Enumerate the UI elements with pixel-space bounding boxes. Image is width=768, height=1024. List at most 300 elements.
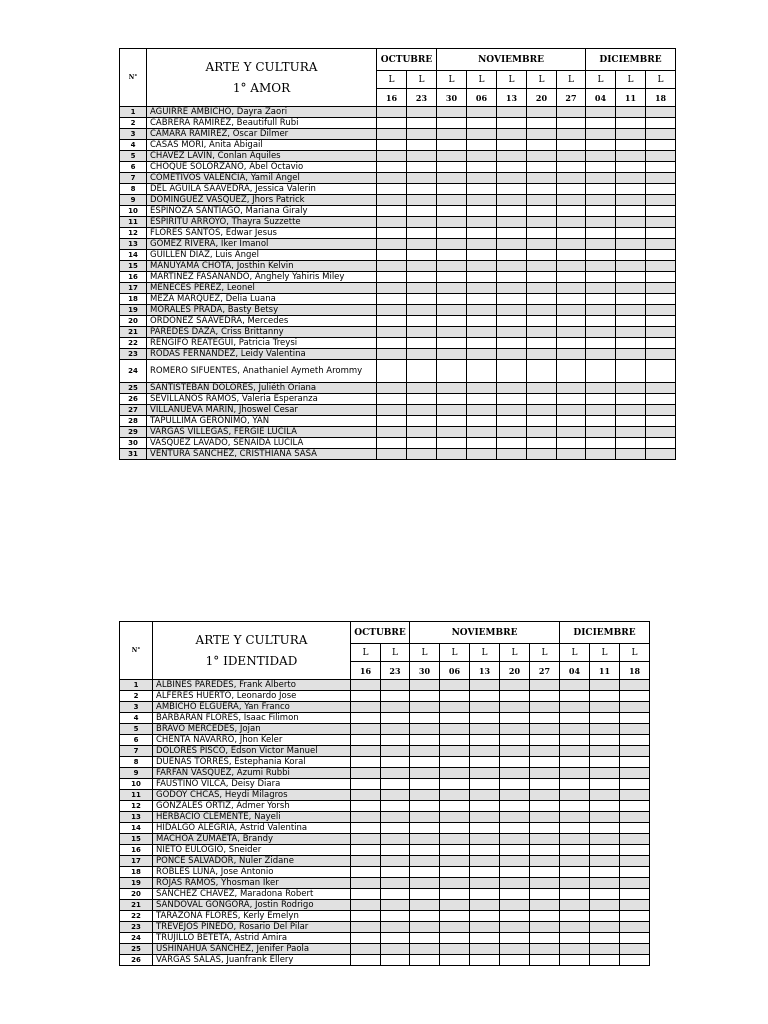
attendance-cell[interactable]	[557, 327, 586, 338]
attendance-cell[interactable]	[646, 250, 676, 261]
attendance-cell[interactable]	[616, 195, 646, 206]
attendance-cell[interactable]	[351, 790, 381, 801]
attendance-cell[interactable]	[410, 702, 440, 713]
attendance-cell[interactable]	[646, 184, 676, 195]
attendance-cell[interactable]	[620, 790, 650, 801]
attendance-cell[interactable]	[500, 691, 530, 702]
attendance-cell[interactable]	[351, 691, 381, 702]
attendance-cell[interactable]	[410, 845, 440, 856]
attendance-cell[interactable]	[586, 195, 616, 206]
attendance-cell[interactable]	[530, 944, 560, 955]
attendance-cell[interactable]	[467, 173, 497, 184]
attendance-cell[interactable]	[440, 845, 470, 856]
attendance-cell[interactable]	[646, 140, 676, 151]
attendance-cell[interactable]	[437, 349, 467, 360]
attendance-cell[interactable]	[620, 834, 650, 845]
attendance-cell[interactable]	[351, 768, 381, 779]
attendance-cell[interactable]	[590, 779, 620, 790]
attendance-cell[interactable]	[586, 283, 616, 294]
attendance-cell[interactable]	[470, 735, 500, 746]
attendance-cell[interactable]	[560, 702, 590, 713]
attendance-cell[interactable]	[497, 449, 527, 460]
attendance-cell[interactable]	[586, 272, 616, 283]
attendance-cell[interactable]	[646, 173, 676, 184]
attendance-cell[interactable]	[560, 823, 590, 834]
attendance-cell[interactable]	[351, 867, 381, 878]
attendance-cell[interactable]	[586, 427, 616, 438]
attendance-cell[interactable]	[527, 416, 557, 427]
attendance-cell[interactable]	[616, 184, 646, 195]
attendance-cell[interactable]	[616, 239, 646, 250]
attendance-cell[interactable]	[557, 394, 586, 405]
attendance-cell[interactable]	[437, 327, 467, 338]
attendance-cell[interactable]	[530, 746, 560, 757]
attendance-cell[interactable]	[560, 944, 590, 955]
attendance-cell[interactable]	[470, 845, 500, 856]
attendance-cell[interactable]	[586, 261, 616, 272]
attendance-cell[interactable]	[500, 735, 530, 746]
attendance-cell[interactable]	[620, 812, 650, 823]
attendance-cell[interactable]	[530, 680, 560, 691]
attendance-cell[interactable]	[557, 118, 586, 129]
attendance-cell[interactable]	[437, 129, 467, 140]
attendance-cell[interactable]	[470, 823, 500, 834]
attendance-cell[interactable]	[646, 427, 676, 438]
attendance-cell[interactable]	[437, 140, 467, 151]
attendance-cell[interactable]	[381, 812, 410, 823]
attendance-cell[interactable]	[377, 217, 407, 228]
attendance-cell[interactable]	[530, 922, 560, 933]
attendance-cell[interactable]	[620, 955, 650, 966]
attendance-cell[interactable]	[500, 779, 530, 790]
attendance-cell[interactable]	[646, 405, 676, 416]
attendance-cell[interactable]	[440, 724, 470, 735]
attendance-cell[interactable]	[377, 383, 407, 394]
attendance-cell[interactable]	[557, 349, 586, 360]
attendance-cell[interactable]	[497, 140, 527, 151]
attendance-cell[interactable]	[381, 768, 410, 779]
attendance-cell[interactable]	[557, 151, 586, 162]
attendance-cell[interactable]	[381, 944, 410, 955]
attendance-cell[interactable]	[381, 702, 410, 713]
attendance-cell[interactable]	[497, 316, 527, 327]
attendance-cell[interactable]	[410, 944, 440, 955]
attendance-cell[interactable]	[470, 691, 500, 702]
attendance-cell[interactable]	[560, 757, 590, 768]
attendance-cell[interactable]	[530, 801, 560, 812]
attendance-cell[interactable]	[467, 261, 497, 272]
attendance-cell[interactable]	[440, 680, 470, 691]
attendance-cell[interactable]	[467, 107, 497, 118]
attendance-cell[interactable]	[557, 228, 586, 239]
attendance-cell[interactable]	[590, 922, 620, 933]
attendance-cell[interactable]	[407, 217, 437, 228]
attendance-cell[interactable]	[500, 713, 530, 724]
attendance-cell[interactable]	[497, 107, 527, 118]
attendance-cell[interactable]	[497, 250, 527, 261]
attendance-cell[interactable]	[646, 327, 676, 338]
attendance-cell[interactable]	[557, 405, 586, 416]
attendance-cell[interactable]	[381, 867, 410, 878]
attendance-cell[interactable]	[377, 162, 407, 173]
attendance-cell[interactable]	[437, 383, 467, 394]
attendance-cell[interactable]	[620, 801, 650, 812]
attendance-cell[interactable]	[586, 294, 616, 305]
attendance-cell[interactable]	[530, 779, 560, 790]
attendance-cell[interactable]	[586, 228, 616, 239]
attendance-cell[interactable]	[616, 294, 646, 305]
attendance-cell[interactable]	[500, 955, 530, 966]
attendance-cell[interactable]	[616, 305, 646, 316]
attendance-cell[interactable]	[351, 955, 381, 966]
attendance-cell[interactable]	[407, 327, 437, 338]
attendance-cell[interactable]	[616, 383, 646, 394]
attendance-cell[interactable]	[530, 812, 560, 823]
attendance-cell[interactable]	[407, 316, 437, 327]
attendance-cell[interactable]	[560, 900, 590, 911]
attendance-cell[interactable]	[377, 294, 407, 305]
attendance-cell[interactable]	[440, 746, 470, 757]
attendance-cell[interactable]	[377, 394, 407, 405]
attendance-cell[interactable]	[410, 955, 440, 966]
attendance-cell[interactable]	[470, 779, 500, 790]
attendance-cell[interactable]	[527, 217, 557, 228]
attendance-cell[interactable]	[407, 394, 437, 405]
attendance-cell[interactable]	[616, 261, 646, 272]
attendance-cell[interactable]	[590, 900, 620, 911]
attendance-cell[interactable]	[646, 360, 676, 383]
attendance-cell[interactable]	[527, 349, 557, 360]
attendance-cell[interactable]	[407, 405, 437, 416]
attendance-cell[interactable]	[586, 151, 616, 162]
attendance-cell[interactable]	[530, 878, 560, 889]
attendance-cell[interactable]	[586, 405, 616, 416]
attendance-cell[interactable]	[590, 845, 620, 856]
attendance-cell[interactable]	[381, 735, 410, 746]
attendance-cell[interactable]	[497, 239, 527, 250]
attendance-cell[interactable]	[620, 878, 650, 889]
attendance-cell[interactable]	[646, 151, 676, 162]
attendance-cell[interactable]	[616, 338, 646, 349]
attendance-cell[interactable]	[560, 801, 590, 812]
attendance-cell[interactable]	[586, 360, 616, 383]
attendance-cell[interactable]	[377, 151, 407, 162]
attendance-cell[interactable]	[407, 349, 437, 360]
attendance-cell[interactable]	[407, 283, 437, 294]
attendance-cell[interactable]	[410, 834, 440, 845]
attendance-cell[interactable]	[467, 427, 497, 438]
attendance-cell[interactable]	[470, 900, 500, 911]
attendance-cell[interactable]	[590, 944, 620, 955]
attendance-cell[interactable]	[646, 206, 676, 217]
attendance-cell[interactable]	[616, 118, 646, 129]
attendance-cell[interactable]	[497, 283, 527, 294]
attendance-cell[interactable]	[590, 768, 620, 779]
attendance-cell[interactable]	[560, 779, 590, 790]
attendance-cell[interactable]	[646, 338, 676, 349]
attendance-cell[interactable]	[557, 438, 586, 449]
attendance-cell[interactable]	[407, 140, 437, 151]
attendance-cell[interactable]	[560, 911, 590, 922]
attendance-cell[interactable]	[616, 162, 646, 173]
attendance-cell[interactable]	[646, 349, 676, 360]
attendance-cell[interactable]	[616, 416, 646, 427]
attendance-cell[interactable]	[586, 107, 616, 118]
attendance-cell[interactable]	[590, 790, 620, 801]
attendance-cell[interactable]	[590, 933, 620, 944]
attendance-cell[interactable]	[527, 140, 557, 151]
attendance-cell[interactable]	[616, 129, 646, 140]
attendance-cell[interactable]	[470, 768, 500, 779]
attendance-cell[interactable]	[377, 173, 407, 184]
attendance-cell[interactable]	[560, 878, 590, 889]
attendance-cell[interactable]	[407, 206, 437, 217]
attendance-cell[interactable]	[557, 250, 586, 261]
attendance-cell[interactable]	[381, 691, 410, 702]
attendance-cell[interactable]	[500, 823, 530, 834]
attendance-cell[interactable]	[497, 294, 527, 305]
attendance-cell[interactable]	[590, 801, 620, 812]
attendance-cell[interactable]	[410, 680, 440, 691]
attendance-cell[interactable]	[470, 790, 500, 801]
attendance-cell[interactable]	[497, 349, 527, 360]
attendance-cell[interactable]	[620, 702, 650, 713]
attendance-cell[interactable]	[560, 955, 590, 966]
attendance-cell[interactable]	[440, 691, 470, 702]
attendance-cell[interactable]	[500, 845, 530, 856]
attendance-cell[interactable]	[381, 900, 410, 911]
attendance-cell[interactable]	[500, 900, 530, 911]
attendance-cell[interactable]	[500, 746, 530, 757]
attendance-cell[interactable]	[467, 338, 497, 349]
attendance-cell[interactable]	[377, 261, 407, 272]
attendance-cell[interactable]	[410, 735, 440, 746]
attendance-cell[interactable]	[407, 294, 437, 305]
attendance-cell[interactable]	[590, 823, 620, 834]
attendance-cell[interactable]	[470, 801, 500, 812]
attendance-cell[interactable]	[467, 239, 497, 250]
attendance-cell[interactable]	[377, 360, 407, 383]
attendance-cell[interactable]	[590, 812, 620, 823]
attendance-cell[interactable]	[410, 889, 440, 900]
attendance-cell[interactable]	[560, 834, 590, 845]
attendance-cell[interactable]	[557, 283, 586, 294]
attendance-cell[interactable]	[590, 724, 620, 735]
attendance-cell[interactable]	[557, 195, 586, 206]
attendance-cell[interactable]	[586, 327, 616, 338]
attendance-cell[interactable]	[530, 823, 560, 834]
attendance-cell[interactable]	[440, 922, 470, 933]
attendance-cell[interactable]	[557, 305, 586, 316]
attendance-cell[interactable]	[351, 680, 381, 691]
attendance-cell[interactable]	[616, 405, 646, 416]
attendance-cell[interactable]	[351, 911, 381, 922]
attendance-cell[interactable]	[497, 272, 527, 283]
attendance-cell[interactable]	[527, 184, 557, 195]
attendance-cell[interactable]	[410, 746, 440, 757]
attendance-cell[interactable]	[530, 768, 560, 779]
attendance-cell[interactable]	[620, 867, 650, 878]
attendance-cell[interactable]	[616, 283, 646, 294]
attendance-cell[interactable]	[407, 162, 437, 173]
attendance-cell[interactable]	[377, 316, 407, 327]
attendance-cell[interactable]	[407, 383, 437, 394]
attendance-cell[interactable]	[500, 680, 530, 691]
attendance-cell[interactable]	[557, 107, 586, 118]
attendance-cell[interactable]	[470, 944, 500, 955]
attendance-cell[interactable]	[500, 790, 530, 801]
attendance-cell[interactable]	[646, 283, 676, 294]
attendance-cell[interactable]	[620, 680, 650, 691]
attendance-cell[interactable]	[620, 735, 650, 746]
attendance-cell[interactable]	[557, 162, 586, 173]
attendance-cell[interactable]	[616, 427, 646, 438]
attendance-cell[interactable]	[497, 129, 527, 140]
attendance-cell[interactable]	[437, 261, 467, 272]
attendance-cell[interactable]	[467, 360, 497, 383]
attendance-cell[interactable]	[500, 856, 530, 867]
attendance-cell[interactable]	[620, 691, 650, 702]
attendance-cell[interactable]	[586, 118, 616, 129]
attendance-cell[interactable]	[530, 856, 560, 867]
attendance-cell[interactable]	[407, 184, 437, 195]
attendance-cell[interactable]	[500, 911, 530, 922]
attendance-cell[interactable]	[467, 305, 497, 316]
attendance-cell[interactable]	[437, 217, 467, 228]
attendance-cell[interactable]	[470, 680, 500, 691]
attendance-cell[interactable]	[437, 107, 467, 118]
attendance-cell[interactable]	[497, 162, 527, 173]
attendance-cell[interactable]	[407, 305, 437, 316]
attendance-cell[interactable]	[497, 195, 527, 206]
attendance-cell[interactable]	[530, 933, 560, 944]
attendance-cell[interactable]	[440, 779, 470, 790]
attendance-cell[interactable]	[467, 250, 497, 261]
attendance-cell[interactable]	[437, 294, 467, 305]
attendance-cell[interactable]	[437, 195, 467, 206]
attendance-cell[interactable]	[616, 438, 646, 449]
attendance-cell[interactable]	[377, 438, 407, 449]
attendance-cell[interactable]	[560, 845, 590, 856]
attendance-cell[interactable]	[437, 228, 467, 239]
attendance-cell[interactable]	[590, 856, 620, 867]
attendance-cell[interactable]	[470, 911, 500, 922]
attendance-cell[interactable]	[530, 790, 560, 801]
attendance-cell[interactable]	[560, 713, 590, 724]
attendance-cell[interactable]	[500, 922, 530, 933]
attendance-cell[interactable]	[467, 327, 497, 338]
attendance-cell[interactable]	[467, 272, 497, 283]
attendance-cell[interactable]	[351, 845, 381, 856]
attendance-cell[interactable]	[590, 757, 620, 768]
attendance-cell[interactable]	[470, 812, 500, 823]
attendance-cell[interactable]	[497, 184, 527, 195]
attendance-cell[interactable]	[497, 405, 527, 416]
attendance-cell[interactable]	[590, 691, 620, 702]
attendance-cell[interactable]	[527, 118, 557, 129]
attendance-cell[interactable]	[557, 239, 586, 250]
attendance-cell[interactable]	[500, 878, 530, 889]
attendance-cell[interactable]	[381, 911, 410, 922]
attendance-cell[interactable]	[586, 338, 616, 349]
attendance-cell[interactable]	[470, 702, 500, 713]
attendance-cell[interactable]	[500, 867, 530, 878]
attendance-cell[interactable]	[646, 217, 676, 228]
attendance-cell[interactable]	[560, 922, 590, 933]
attendance-cell[interactable]	[410, 933, 440, 944]
attendance-cell[interactable]	[620, 933, 650, 944]
attendance-cell[interactable]	[560, 933, 590, 944]
attendance-cell[interactable]	[557, 416, 586, 427]
attendance-cell[interactable]	[620, 713, 650, 724]
attendance-cell[interactable]	[497, 305, 527, 316]
attendance-cell[interactable]	[557, 360, 586, 383]
attendance-cell[interactable]	[377, 338, 407, 349]
attendance-cell[interactable]	[616, 250, 646, 261]
attendance-cell[interactable]	[560, 856, 590, 867]
attendance-cell[interactable]	[410, 713, 440, 724]
attendance-cell[interactable]	[590, 867, 620, 878]
attendance-cell[interactable]	[497, 338, 527, 349]
attendance-cell[interactable]	[467, 140, 497, 151]
attendance-cell[interactable]	[440, 812, 470, 823]
attendance-cell[interactable]	[437, 449, 467, 460]
attendance-cell[interactable]	[351, 779, 381, 790]
attendance-cell[interactable]	[437, 416, 467, 427]
attendance-cell[interactable]	[527, 129, 557, 140]
attendance-cell[interactable]	[620, 757, 650, 768]
attendance-cell[interactable]	[440, 790, 470, 801]
attendance-cell[interactable]	[381, 878, 410, 889]
attendance-cell[interactable]	[530, 911, 560, 922]
attendance-cell[interactable]	[381, 790, 410, 801]
attendance-cell[interactable]	[381, 713, 410, 724]
attendance-cell[interactable]	[467, 217, 497, 228]
attendance-cell[interactable]	[646, 272, 676, 283]
attendance-cell[interactable]	[467, 416, 497, 427]
attendance-cell[interactable]	[407, 239, 437, 250]
attendance-cell[interactable]	[470, 878, 500, 889]
attendance-cell[interactable]	[586, 305, 616, 316]
attendance-cell[interactable]	[590, 834, 620, 845]
attendance-cell[interactable]	[646, 195, 676, 206]
attendance-cell[interactable]	[586, 217, 616, 228]
attendance-cell[interactable]	[586, 184, 616, 195]
attendance-cell[interactable]	[646, 305, 676, 316]
attendance-cell[interactable]	[410, 757, 440, 768]
attendance-cell[interactable]	[590, 746, 620, 757]
attendance-cell[interactable]	[527, 162, 557, 173]
attendance-cell[interactable]	[530, 867, 560, 878]
attendance-cell[interactable]	[437, 316, 467, 327]
attendance-cell[interactable]	[381, 834, 410, 845]
attendance-cell[interactable]	[437, 250, 467, 261]
attendance-cell[interactable]	[560, 691, 590, 702]
attendance-cell[interactable]	[440, 900, 470, 911]
attendance-cell[interactable]	[616, 151, 646, 162]
attendance-cell[interactable]	[586, 173, 616, 184]
attendance-cell[interactable]	[437, 162, 467, 173]
attendance-cell[interactable]	[500, 724, 530, 735]
attendance-cell[interactable]	[437, 338, 467, 349]
attendance-cell[interactable]	[440, 768, 470, 779]
attendance-cell[interactable]	[646, 162, 676, 173]
attendance-cell[interactable]	[616, 360, 646, 383]
attendance-cell[interactable]	[440, 933, 470, 944]
attendance-cell[interactable]	[616, 107, 646, 118]
attendance-cell[interactable]	[497, 118, 527, 129]
attendance-cell[interactable]	[437, 283, 467, 294]
